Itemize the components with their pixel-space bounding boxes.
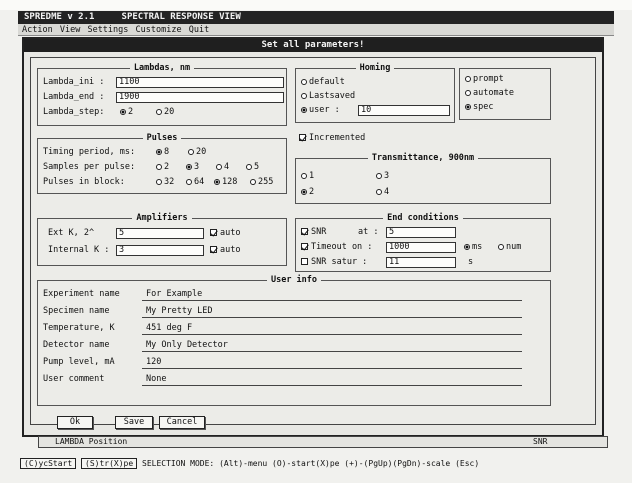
radio-dot-icon <box>186 164 192 170</box>
internal-k-auto-checkbox[interactable]: auto <box>210 245 240 256</box>
user-comment-underline <box>142 385 522 386</box>
checkmark-icon <box>299 134 306 141</box>
ext-k-input[interactable]: 5 <box>116 228 204 239</box>
radio-dot-icon <box>301 173 307 179</box>
lambda-step-2-radio[interactable]: 2 <box>120 107 133 118</box>
lambda-end-label: Lambda_end : <box>43 92 105 102</box>
lambda-step-20-radio[interactable]: 20 <box>156 107 174 118</box>
timeout-checkbox[interactable]: Timeout on : <box>301 242 372 253</box>
checkmark-icon <box>210 246 217 253</box>
samples-3-radio[interactable]: 3 <box>186 162 199 173</box>
radio-dot-icon <box>498 244 504 250</box>
radio-dot-icon <box>376 173 382 179</box>
radio-dot-icon <box>301 107 307 113</box>
pulses-in-block-label: Pulses in block: <box>43 177 125 187</box>
timeout-input[interactable]: 1000 <box>386 242 456 253</box>
radio-dot-icon <box>465 76 471 82</box>
radio-dot-icon <box>216 164 222 170</box>
radio-dot-icon <box>186 179 192 185</box>
homing-user-input[interactable]: 10 <box>358 105 450 116</box>
timeout-ms-radio[interactable]: ms <box>464 242 482 253</box>
snr-satur-unit: s <box>468 257 474 267</box>
mode-prompt-radio[interactable]: prompt <box>465 74 504 85</box>
timing-20-radio[interactable]: 20 <box>188 147 206 158</box>
dialog-title: Set all parameters! <box>24 39 602 52</box>
checkmark-icon <box>301 243 308 250</box>
menu-bar <box>18 24 614 36</box>
mode-spec-radio[interactable]: spec <box>465 102 493 113</box>
status-bar <box>20 458 620 470</box>
temperature-underline <box>142 334 522 335</box>
lambda-step-label: Lambda_step: <box>43 107 105 117</box>
radio-dot-icon <box>156 149 162 155</box>
specimen-name-underline <box>142 317 522 318</box>
detector-name-label: Detector name <box>43 340 110 350</box>
checkbox-icon <box>301 258 308 265</box>
radio-dot-icon <box>214 179 220 185</box>
temperature-input[interactable]: 451 deg F <box>146 323 193 333</box>
internal-k-label: Internal K : <box>48 245 110 255</box>
transmittance-group <box>295 153 551 204</box>
homing-user-radio[interactable]: user : <box>301 105 340 116</box>
experiment-name-input[interactable]: For Example <box>146 289 203 299</box>
specimen-name-input[interactable]: My Pretty LED <box>146 306 213 316</box>
lambdas-group <box>37 63 287 126</box>
timing-8-radio[interactable]: 8 <box>156 147 169 158</box>
lambdas-title: Lambdas, nm <box>130 63 194 73</box>
radio-dot-icon <box>464 244 470 250</box>
homing-mode-group <box>459 68 551 120</box>
block-128-radio[interactable]: 128 <box>214 177 237 188</box>
pump-level-input[interactable]: 120 <box>146 357 162 367</box>
timeout-num-radio[interactable]: num <box>498 242 521 253</box>
menu-view[interactable]: View <box>59 25 81 35</box>
user-comment-label: User comment <box>43 374 105 384</box>
homing-default-radio[interactable]: default <box>301 77 345 88</box>
experiment-name-label: Experiment name <box>43 289 120 299</box>
pulses-group <box>37 133 287 194</box>
transmittance-3-radio[interactable]: 3 <box>376 171 389 182</box>
snr-at-input[interactable]: 5 <box>386 227 456 238</box>
block-255-radio[interactable]: 255 <box>250 177 273 188</box>
transmittance-title: Transmittance, 900nm <box>368 153 478 163</box>
radio-dot-icon <box>156 109 162 115</box>
radio-dot-icon <box>188 149 194 155</box>
parameters-dialog <box>22 37 604 437</box>
samples-2-radio[interactable]: 2 <box>156 162 169 173</box>
block-32-radio[interactable]: 32 <box>156 177 174 188</box>
internal-k-input[interactable]: 3 <box>116 245 204 256</box>
user-info-title: User info <box>267 275 321 285</box>
samples-per-pulse-label: Samples per pulse: <box>43 162 136 172</box>
dialog-body <box>30 57 596 425</box>
radio-dot-icon <box>301 189 307 195</box>
transmittance-2-radio[interactable]: 2 <box>301 187 314 198</box>
pulses-title: Pulses <box>143 133 182 143</box>
menu-settings[interactable]: Settings <box>87 25 129 35</box>
menu-customize[interactable]: Customize <box>135 25 182 35</box>
selection-mode-text: SELECTION MODE: (Alt)-menu (O)-start(X)pe (+)-(PgUp)(PgDn)-scale (Esc) <box>142 459 480 468</box>
checkmark-icon <box>301 228 308 235</box>
lambda-end-input[interactable]: 1900 <box>116 92 284 103</box>
transmittance-4-radio[interactable]: 4 <box>376 187 389 198</box>
radio-dot-icon <box>465 104 471 110</box>
mode-automate-radio[interactable]: automate <box>465 88 514 99</box>
ok-button[interactable]: Ok <box>57 416 93 429</box>
homing-title: Homing <box>356 63 395 73</box>
samples-4-radio[interactable]: 4 <box>216 162 229 173</box>
snr-satur-input[interactable]: 11 <box>386 257 456 268</box>
incremented-checkbox[interactable]: Incremented <box>299 133 365 144</box>
snr-readout-label: SNR <box>533 437 548 446</box>
detector-name-underline <box>142 351 522 352</box>
background-window-strip <box>38 436 608 448</box>
radio-dot-icon <box>120 109 126 115</box>
radio-dot-icon <box>465 90 471 96</box>
transmittance-1-radio[interactable]: 1 <box>301 171 314 182</box>
amplifiers-title: Amplifiers <box>132 213 191 223</box>
save-button[interactable]: Save <box>115 416 153 429</box>
pump-level-underline <box>142 368 522 369</box>
experiment-name-underline <box>142 300 522 301</box>
homing-group <box>295 63 455 123</box>
lambda-position-label: LAMBDA Position <box>55 437 128 446</box>
block-64-radio[interactable]: 64 <box>186 177 204 188</box>
menu-action[interactable]: Action <box>22 25 53 35</box>
snr-satur-checkbox[interactable]: SNR satur : <box>301 257 367 268</box>
end-conditions-group <box>295 213 551 272</box>
user-info-group <box>37 275 551 406</box>
cancel-button[interactable]: Cancel <box>159 416 205 429</box>
amplifiers-group <box>37 213 287 266</box>
pump-level-label: Pump level, mA <box>43 357 115 367</box>
radio-dot-icon <box>156 164 162 170</box>
checkmark-icon <box>210 229 217 236</box>
radio-dot-icon <box>301 93 307 99</box>
detector-name-input[interactable]: My Only Detector <box>146 340 228 350</box>
snr-at-label: at : <box>358 227 379 237</box>
specimen-name-label: Specimen name <box>43 306 110 316</box>
snr-checkbox[interactable]: SNR <box>301 227 326 238</box>
temperature-label: Temperature, K <box>43 323 115 333</box>
screen-top-edge <box>0 0 632 10</box>
cycstart-button[interactable]: (C)ycStart <box>20 458 76 469</box>
ext-k-auto-checkbox[interactable]: auto <box>210 228 240 239</box>
end-conditions-title: End conditions <box>383 213 463 223</box>
radio-dot-icon <box>250 179 256 185</box>
app-title-bar: SPREDME v 2.1 SPECTRAL RESPONSE VIEW <box>18 11 614 24</box>
ext-k-label: Ext K, 2^ <box>48 228 95 238</box>
homing-lastsaved-radio[interactable]: Lastsaved <box>301 91 355 102</box>
lambda-ini-label: Lambda_ini : <box>43 77 105 87</box>
radio-dot-icon <box>376 189 382 195</box>
radio-dot-icon <box>301 79 307 85</box>
user-comment-input[interactable]: None <box>146 374 167 384</box>
menu-quit[interactable]: Quit <box>188 25 210 35</box>
radio-dot-icon <box>246 164 252 170</box>
radio-dot-icon <box>156 179 162 185</box>
lambda-ini-input[interactable]: 1100 <box>116 77 284 88</box>
strxpe-button[interactable]: (S)tr(X)pe <box>81 458 137 469</box>
samples-5-radio[interactable]: 5 <box>246 162 259 173</box>
timing-period-label: Timing period, ms: <box>43 147 136 157</box>
